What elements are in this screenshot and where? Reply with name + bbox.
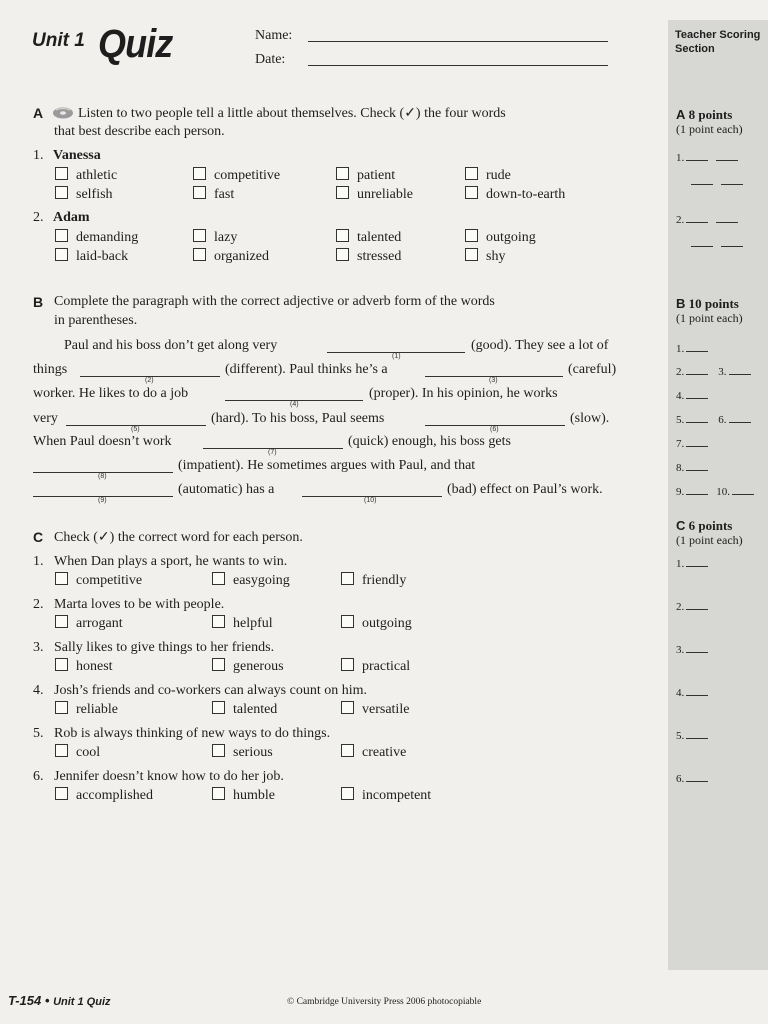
score-a2b xyxy=(689,237,743,250)
score-num: 3. xyxy=(676,644,685,656)
para-text: (good). They see a lot of xyxy=(471,338,609,353)
para-text: (automatic) has a xyxy=(178,482,275,497)
para-text: When Paul doesn’t work xyxy=(33,434,172,449)
para-text: worker. He likes to do a job xyxy=(33,386,189,401)
score-blank[interactable] xyxy=(721,175,743,185)
word-option[interactable] xyxy=(55,248,128,265)
scoring-c-letter: C xyxy=(676,518,686,533)
para-text: (hard). To his boss, Paul seems xyxy=(211,411,385,426)
date-label: Date: xyxy=(255,52,286,67)
para-text: (bad) effect on Paul’s work. xyxy=(447,482,603,497)
audio-cd-icon xyxy=(52,106,74,125)
answer-option[interactable] xyxy=(212,658,284,675)
option-label: humble xyxy=(233,788,275,803)
score-blank[interactable] xyxy=(686,389,708,399)
question-text: Jennifer doesn’t know how to do her job. xyxy=(54,769,284,784)
para-text: (proper). In his opinion, he works xyxy=(369,386,558,401)
checkbox[interactable] xyxy=(193,167,206,180)
score-blank[interactable] xyxy=(686,365,708,375)
answer-option[interactable] xyxy=(212,787,275,804)
score-num: 7. xyxy=(676,438,685,450)
section-c-letter: C xyxy=(33,529,44,545)
checkbox[interactable] xyxy=(341,572,354,585)
score-blank[interactable] xyxy=(716,213,738,223)
option-label: practical xyxy=(362,659,411,674)
scoring-c-sub: (1 point each) xyxy=(676,533,743,547)
answer-option[interactable] xyxy=(212,615,273,632)
score-blank[interactable] xyxy=(686,600,708,610)
score-blank[interactable] xyxy=(686,461,708,471)
checkbox[interactable] xyxy=(193,248,206,261)
option-label: honest xyxy=(76,659,113,674)
score-blank[interactable] xyxy=(721,237,743,247)
section-b-instruction-2: in parentheses. xyxy=(54,313,138,328)
option-label: versatile xyxy=(362,702,410,717)
word-option[interactable] xyxy=(465,229,536,246)
blank-mark: (8) xyxy=(98,473,107,480)
answer-option[interactable] xyxy=(212,701,277,718)
answer-option[interactable] xyxy=(212,572,290,589)
scoring-b-sub: (1 point each) xyxy=(676,311,743,325)
scoring-a-heading xyxy=(676,107,732,123)
answer-option[interactable] xyxy=(341,658,410,675)
checkbox[interactable] xyxy=(55,229,68,242)
checkbox[interactable] xyxy=(212,787,225,800)
checkbox[interactable] xyxy=(55,701,68,714)
blank-mark: (5) xyxy=(131,426,140,433)
scoring-title-line1: Teacher Scoring xyxy=(675,29,761,41)
score-b9-10 xyxy=(676,485,754,498)
score-b4 xyxy=(676,389,708,402)
checkbox[interactable] xyxy=(336,167,349,180)
section-c-instruction: Check (✓) the correct word for each person. xyxy=(54,530,303,545)
checkbox[interactable] xyxy=(193,229,206,242)
score-blank[interactable] xyxy=(686,686,708,696)
word-option[interactable] xyxy=(465,248,505,265)
checkbox[interactable] xyxy=(212,572,225,585)
score-num: 6. xyxy=(718,414,727,426)
answer-option[interactable] xyxy=(55,744,100,761)
score-num: 2. xyxy=(676,214,685,226)
option-label: serious xyxy=(233,745,273,760)
checkbox[interactable] xyxy=(212,658,225,671)
score-b7 xyxy=(676,437,708,450)
answer-option[interactable] xyxy=(55,787,153,804)
option-label: patient xyxy=(357,168,396,183)
name-label: Name: xyxy=(255,28,293,43)
checkbox[interactable] xyxy=(55,615,68,628)
checkbox[interactable] xyxy=(55,744,68,757)
score-c6 xyxy=(676,772,708,785)
score-blank[interactable] xyxy=(686,213,708,223)
option-label: reliable xyxy=(76,702,118,717)
footer-page-label xyxy=(8,993,111,1008)
score-num: 1. xyxy=(676,343,685,355)
question-text: Josh’s friends and co-workers can always count on him. xyxy=(54,683,367,698)
word-option[interactable] xyxy=(193,248,269,265)
option-label: arrogant xyxy=(76,616,123,631)
date-field[interactable] xyxy=(308,65,608,66)
blank-mark: (2) xyxy=(145,377,154,384)
question-number: 3. xyxy=(33,640,44,655)
question-number: 2. xyxy=(33,597,44,612)
question-text: Sally likes to give things to her friends. xyxy=(54,640,275,655)
score-num: 4. xyxy=(676,390,685,402)
checkbox[interactable] xyxy=(465,167,478,180)
checkbox[interactable] xyxy=(465,186,478,199)
score-blank[interactable] xyxy=(686,485,708,495)
answer-option[interactable] xyxy=(341,701,409,718)
para-text: (different). Paul thinks he’s a xyxy=(225,362,388,377)
quiz-title: Quiz xyxy=(98,22,173,66)
score-num: 6. xyxy=(676,773,685,785)
question-number: 5. xyxy=(33,726,44,741)
person-2-name: Adam xyxy=(53,210,90,225)
checkbox[interactable] xyxy=(341,787,354,800)
option-label: down-to-earth xyxy=(486,187,566,202)
word-option[interactable] xyxy=(465,167,511,184)
score-blank[interactable] xyxy=(686,557,708,567)
scoring-a-sub: (1 point each) xyxy=(676,122,743,136)
checkbox[interactable] xyxy=(55,248,68,261)
score-b2-3 xyxy=(676,365,751,378)
option-label: rude xyxy=(486,168,511,183)
footer-copyright: © Cambridge University Press 2006 photocopiable xyxy=(287,997,482,1007)
answer-option[interactable] xyxy=(55,615,123,632)
option-label: talented xyxy=(233,702,278,717)
score-num: 2. xyxy=(676,601,685,613)
score-num: 10. xyxy=(716,486,730,498)
option-label: easygoing xyxy=(233,573,290,588)
option-label: incompetent xyxy=(362,788,432,803)
score-num: 3. xyxy=(718,366,727,378)
checkbox[interactable] xyxy=(55,658,68,671)
word-option[interactable] xyxy=(193,167,280,184)
blank-mark: (6) xyxy=(490,426,499,433)
option-label: athletic xyxy=(76,168,118,183)
blank-mark: (4) xyxy=(290,401,299,408)
score-num: 4. xyxy=(676,687,685,699)
score-num: 1. xyxy=(676,558,685,570)
score-c4 xyxy=(676,686,708,699)
option-label: cool xyxy=(76,745,101,760)
score-blank[interactable] xyxy=(686,342,708,352)
blank-mark: (7) xyxy=(268,449,277,456)
scoring-title-line2: Section xyxy=(675,43,715,55)
word-option[interactable] xyxy=(55,167,117,184)
question-number: 1. xyxy=(33,554,44,569)
blank-mark: (10) xyxy=(364,497,377,504)
checkbox[interactable] xyxy=(55,167,68,180)
option-label: accomplished xyxy=(76,788,153,803)
option-label: stressed xyxy=(357,249,402,264)
word-option[interactable] xyxy=(193,186,234,203)
blank-mark: (1) xyxy=(392,353,401,360)
score-a1 xyxy=(676,151,738,164)
section-b-letter: B xyxy=(33,294,44,310)
checkbox[interactable] xyxy=(55,787,68,800)
name-field[interactable] xyxy=(308,41,608,42)
option-label: helpful xyxy=(233,616,273,631)
checkbox[interactable] xyxy=(212,615,225,628)
checkbox[interactable] xyxy=(341,744,354,757)
unit-label: Unit 1 xyxy=(32,30,85,51)
option-label: competitive xyxy=(76,573,143,588)
checkbox[interactable] xyxy=(336,186,349,199)
checkbox[interactable] xyxy=(341,701,354,714)
score-blank[interactable] xyxy=(691,237,713,247)
para-text: things xyxy=(33,362,68,377)
score-blank[interactable] xyxy=(729,413,751,423)
checkbox[interactable] xyxy=(336,248,349,261)
checkbox[interactable] xyxy=(212,744,225,757)
question-text: When Dan plays a sport, he wants to win. xyxy=(54,554,288,569)
question-number: 6. xyxy=(33,769,44,784)
score-blank[interactable] xyxy=(691,175,713,185)
score-num: 5. xyxy=(676,730,685,742)
section-a-instruction-1: Listen to two people tell a little about themselves. Check (✓) the four words xyxy=(78,106,506,121)
person-2-num: 2. xyxy=(33,210,44,225)
score-num: 2. xyxy=(676,366,685,378)
para-text: (slow). xyxy=(570,411,610,426)
score-c1 xyxy=(676,557,708,570)
score-blank[interactable] xyxy=(732,485,754,495)
score-a2 xyxy=(676,213,738,226)
checkbox[interactable] xyxy=(55,572,68,585)
option-label: demanding xyxy=(76,230,139,245)
para-text: (impatient). He sometimes argues with Paul, and that xyxy=(178,458,476,473)
score-b5-6 xyxy=(676,413,751,426)
scoring-b-points: 10 points xyxy=(688,296,739,311)
blank-mark: (9) xyxy=(98,497,107,504)
option-label: selfish xyxy=(76,187,113,202)
scoring-b-letter: B xyxy=(676,296,686,311)
option-label: generous xyxy=(233,659,284,674)
score-blank[interactable] xyxy=(716,151,738,161)
score-num: 8. xyxy=(676,462,685,474)
checkbox[interactable] xyxy=(341,658,354,671)
answer-option[interactable] xyxy=(341,744,406,761)
score-num: 5. xyxy=(676,414,685,426)
para-text: (careful) xyxy=(568,362,617,377)
scoring-c-heading xyxy=(676,518,732,534)
answer-option[interactable] xyxy=(212,744,273,761)
checkbox[interactable] xyxy=(465,248,478,261)
para-text: very xyxy=(33,411,58,426)
score-blank[interactable] xyxy=(686,643,708,653)
section-a-letter: A xyxy=(33,105,44,121)
score-blank[interactable] xyxy=(686,772,708,782)
word-option[interactable] xyxy=(55,229,138,246)
footer-separator: • xyxy=(44,993,50,1008)
option-label: lazy xyxy=(214,230,238,245)
option-label: competitive xyxy=(214,168,281,183)
footer-page-number: T-154 xyxy=(8,993,42,1008)
scoring-a-letter: A xyxy=(676,107,686,122)
checkbox[interactable] xyxy=(336,229,349,242)
checkbox[interactable] xyxy=(341,615,354,628)
option-label: creative xyxy=(362,745,407,760)
option-label: talented xyxy=(357,230,402,245)
score-num: 9. xyxy=(676,486,685,498)
blank-mark: (3) xyxy=(489,377,498,384)
checkbox[interactable] xyxy=(465,229,478,242)
para-text: (quick) enough, his boss gets xyxy=(348,434,511,449)
footer-unit: Unit 1 Quiz xyxy=(53,996,111,1008)
option-label: laid-back xyxy=(76,249,129,264)
score-blank[interactable] xyxy=(686,437,708,447)
score-c3 xyxy=(676,643,708,656)
score-b8 xyxy=(676,461,708,474)
checkbox[interactable] xyxy=(212,701,225,714)
scoring-a-points: 8 points xyxy=(688,107,733,122)
score-c5 xyxy=(676,729,708,742)
score-blank[interactable] xyxy=(686,729,708,739)
checkbox[interactable] xyxy=(193,186,206,199)
para-text: Paul and his boss don’t get along very xyxy=(64,338,278,353)
score-c2 xyxy=(676,600,708,613)
person-1-num: 1. xyxy=(33,148,44,163)
answer-option[interactable] xyxy=(55,701,118,718)
score-blank[interactable] xyxy=(729,365,751,375)
score-blank[interactable] xyxy=(686,151,708,161)
checkbox[interactable] xyxy=(55,186,68,199)
answer-option[interactable] xyxy=(55,658,113,675)
word-option[interactable] xyxy=(336,229,401,246)
person-1-name: Vanessa xyxy=(53,148,101,163)
word-option[interactable] xyxy=(336,248,401,265)
option-label: outgoing xyxy=(362,616,412,631)
word-option[interactable] xyxy=(336,186,413,203)
question-text: Marta loves to be with people. xyxy=(54,597,225,612)
question-number: 4. xyxy=(33,683,44,698)
section-b-instruction-1: Complete the paragraph with the correct adjective or adverb form of the words xyxy=(54,294,495,309)
word-option[interactable] xyxy=(55,186,113,203)
answer-option[interactable] xyxy=(341,787,431,804)
option-label: friendly xyxy=(362,573,407,588)
option-label: organized xyxy=(214,249,269,264)
option-label: outgoing xyxy=(486,230,536,245)
scoring-title xyxy=(675,28,760,56)
word-option[interactable] xyxy=(336,167,395,184)
score-blank[interactable] xyxy=(686,413,708,423)
answer-option[interactable] xyxy=(341,572,406,589)
option-label: shy xyxy=(486,249,506,264)
question-text: Rob is always thinking of new ways to do things. xyxy=(54,726,331,741)
word-option[interactable] xyxy=(465,186,565,203)
answer-option[interactable] xyxy=(55,572,142,589)
score-b1 xyxy=(676,342,708,355)
scoring-b-heading xyxy=(676,296,739,312)
scoring-c-points: 6 points xyxy=(688,518,733,533)
score-num: 1. xyxy=(676,152,685,164)
section-a-instruction-2: that best describe each person. xyxy=(54,124,225,139)
option-label: unreliable xyxy=(357,187,413,202)
option-label: fast xyxy=(214,187,235,202)
answer-option[interactable] xyxy=(341,615,412,632)
word-option[interactable] xyxy=(193,229,237,246)
score-a1b xyxy=(689,175,743,188)
